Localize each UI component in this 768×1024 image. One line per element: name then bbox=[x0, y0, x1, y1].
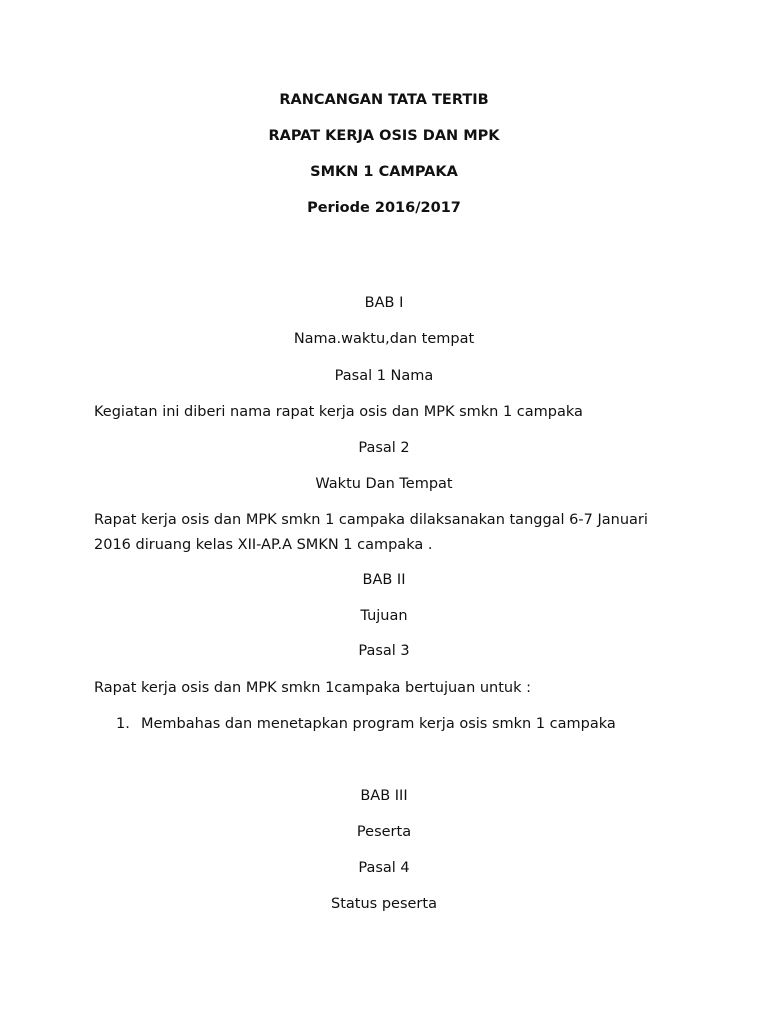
pasal1-text: Kegiatan ini diberi nama rapat kerja osis dan MPK smkn 1 campaka bbox=[94, 404, 583, 420]
pasal3-text: Rapat kerja osis dan MPK smkn 1campaka bertujuan untuk : bbox=[94, 680, 532, 696]
document-subtitle: RAPAT KERJA OSIS DAN MPK bbox=[268, 128, 500, 144]
pasal3-heading: Pasal 3 bbox=[358, 643, 410, 659]
list-item-text: Membahas dan menetapkan program kerja osis smkn 1 campaka bbox=[141, 716, 616, 732]
pasal4-title: Status peserta bbox=[331, 896, 437, 912]
bab2-title: Tujuan bbox=[360, 608, 408, 624]
bab2-heading: BAB II bbox=[362, 572, 406, 588]
bab3-heading: BAB III bbox=[360, 788, 408, 804]
document-title: RANCANGAN TATA TERTIB bbox=[279, 92, 489, 108]
bab1-title: Nama.waktu,dan tempat bbox=[293, 331, 475, 347]
pasal1-heading: Pasal 1 Nama bbox=[334, 368, 434, 384]
bab1-heading: BAB I bbox=[364, 295, 404, 311]
pasal2-text-line2: 2016 diruang kelas XII-AP.A SMKN 1 campaka . bbox=[94, 537, 433, 553]
pasal4-heading: Pasal 4 bbox=[358, 860, 410, 876]
period-label: Periode 2016/2017 bbox=[307, 200, 461, 216]
bab3-title: Peserta bbox=[356, 824, 412, 840]
pasal2-heading: Pasal 2 bbox=[358, 440, 410, 456]
school-name: SMKN 1 CAMPAKA bbox=[310, 164, 458, 180]
list-item-number: 1. bbox=[116, 716, 130, 732]
pasal2-title: Waktu Dan Tempat bbox=[315, 476, 453, 492]
pasal2-text-line1: Rapat kerja osis dan MPK smkn 1 campaka dilaksanakan tanggal 6-7 Januari bbox=[94, 512, 648, 528]
